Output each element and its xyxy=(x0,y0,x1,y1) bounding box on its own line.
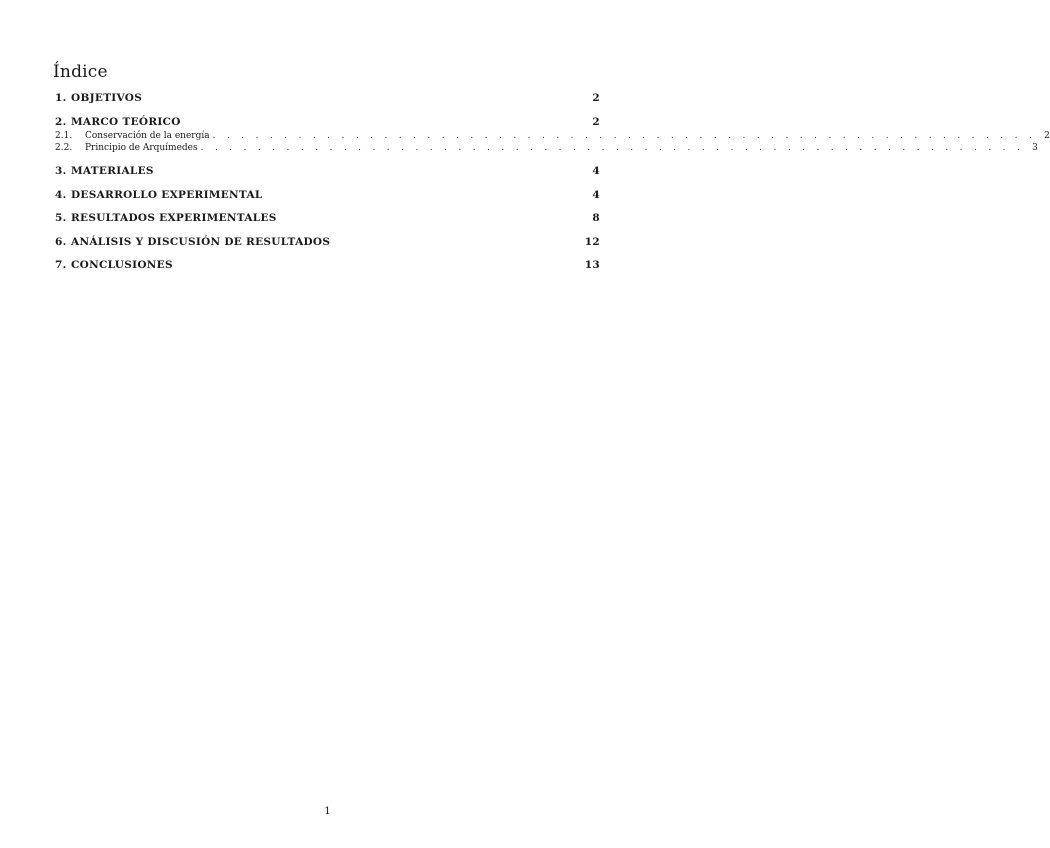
toc-entry-number: 2. xyxy=(55,115,67,128)
toc-entry-title: ANÁLISIS Y DISCUSIÓN DE RESULTADOS xyxy=(71,235,331,248)
table-of-contents xyxy=(55,91,1050,272)
toc-entry-title: MARCO TEÓRICO xyxy=(71,115,181,128)
toc-subentry-title: Principio de Arquímedes xyxy=(85,143,198,153)
toc-entry-title: CONCLUSIONES xyxy=(71,259,173,271)
toc-entry-page: 4 xyxy=(592,165,600,177)
toc-entry-page: 2 xyxy=(592,92,600,104)
toc-entry-title: DESARROLLO EXPERIMENTAL xyxy=(71,188,263,201)
toc-subentry-number: 2.2. xyxy=(55,143,73,153)
toc-entry-number: 1. xyxy=(55,92,67,104)
toc-entry-number: 3. xyxy=(55,165,67,177)
toc-entry-page: 2 xyxy=(592,115,600,128)
toc-entry-number: 4. xyxy=(55,188,67,201)
toc-entry-number: 5. xyxy=(55,212,67,224)
toc-entry[interactable] xyxy=(55,91,600,105)
toc-heading: Índice xyxy=(53,62,108,82)
toc-entry[interactable] xyxy=(55,235,600,249)
toc-entry-page: 8 xyxy=(592,212,600,224)
toc-entry-number: 6. xyxy=(55,235,67,248)
toc-entry-number: 7. xyxy=(55,259,67,271)
toc-entry-title: RESULTADOS EXPERIMENTALES xyxy=(71,212,277,224)
toc-subentry-title: Conservación de la energía xyxy=(85,130,210,141)
toc-entry-page: 12 xyxy=(584,235,600,248)
toc-subentry-number: 2.1. xyxy=(55,130,73,141)
toc-entry-page: 4 xyxy=(592,188,600,201)
toc-subentry-page: 2 xyxy=(1044,130,1050,141)
page-number: 1 xyxy=(324,806,331,817)
toc-subentry[interactable] xyxy=(55,142,1038,155)
toc-entry-title: OBJETIVOS xyxy=(71,92,143,104)
toc-subentry-page: 3 xyxy=(1032,143,1038,153)
toc-entry[interactable] xyxy=(55,164,600,178)
toc-entry[interactable] xyxy=(55,258,600,272)
toc-entry[interactable] xyxy=(55,188,600,202)
toc-entry[interactable] xyxy=(55,211,600,225)
toc-entry[interactable] xyxy=(55,115,600,129)
toc-entry-title: MATERIALES xyxy=(71,165,154,177)
toc-entry-page: 13 xyxy=(584,259,600,271)
toc-subentry[interactable] xyxy=(55,130,1050,143)
toc-leader-dots: . . . . . . . . . . . . . . . . . . . . . . . . . . . . . . . . . . . . . . . . . . . . . . . . . . . . . . . . . . xyxy=(200,143,1025,153)
toc-leader-dots: . . . . . . . . . . . . . . . . . . . . . . . . . . . . . . . . . . . . . . . . . . . . . . . . . . . . . . . . . . xyxy=(212,130,1037,141)
